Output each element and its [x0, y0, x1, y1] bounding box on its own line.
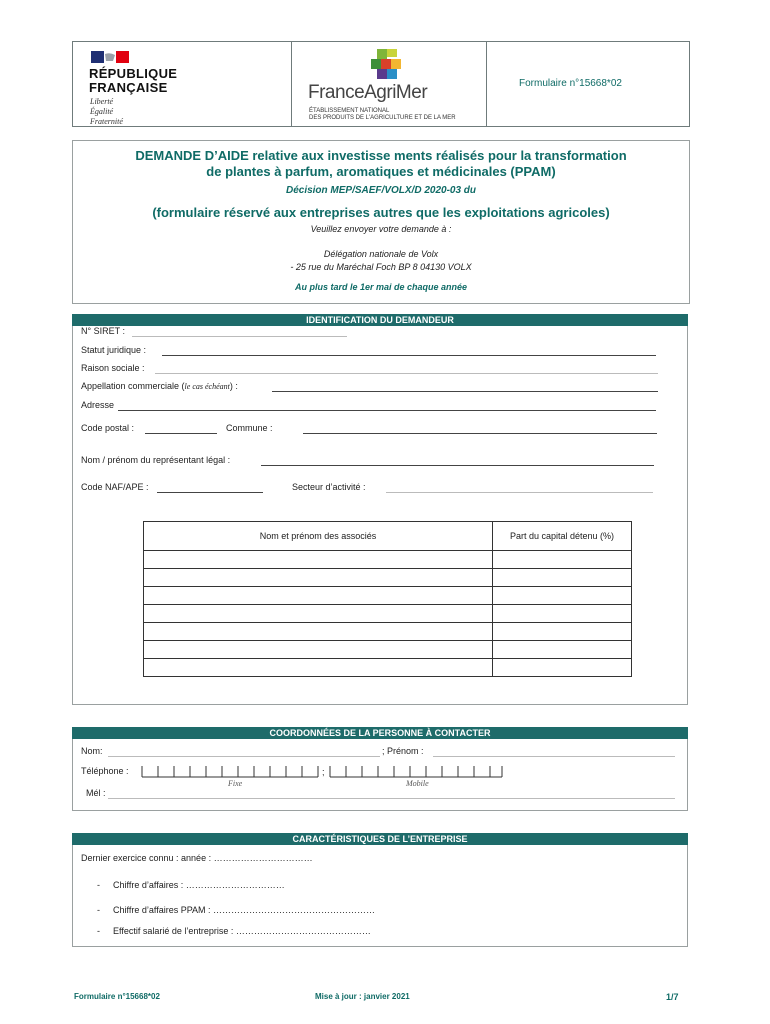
table-row: [144, 569, 632, 587]
franceagrimer-block: [291, 42, 487, 126]
associates-table: [143, 521, 632, 677]
chiffre-affaires-ppam-field[interactable]: Chiffre d’affaires PPAM : ………………………………………………: [113, 905, 376, 915]
commune-label: Commune :: [226, 423, 273, 433]
marianne-logo-icon: [91, 51, 129, 63]
page-number: 1/7: [666, 992, 679, 1002]
address-line-1: Délégation nationale de Volx: [323, 249, 439, 259]
representant-field[interactable]: [261, 465, 654, 466]
company-header: CARACTÉRISTIQUES DE L’ENTREPRISE: [72, 833, 688, 845]
code-postal-field[interactable]: [145, 433, 217, 434]
mobile-label: Mobile: [406, 779, 429, 788]
representant-label: Nom / prénom du représentant légal :: [81, 455, 231, 465]
table-cell[interactable]: [493, 659, 632, 677]
commune-field[interactable]: [303, 433, 657, 434]
capital-share-header: Part du capital détenu (%): [493, 522, 632, 551]
table-cell[interactable]: [493, 587, 632, 605]
appellation-label: Appellation commerciale (le cas échéant) :: [81, 381, 238, 391]
motto: Liberté Égalité Fraternité: [90, 97, 123, 126]
contact-nom-field[interactable]: [108, 756, 380, 757]
adresse-label: Adresse: [81, 400, 115, 410]
table-cell[interactable]: [493, 605, 632, 623]
table-cell[interactable]: [144, 569, 493, 587]
document-title: DEMANDE D’AIDE relative aux investisse ments réalisés pour la transformation de plantes à parfum, aromatiques et médicinales (PPAM): [135, 148, 627, 179]
header-band: [72, 41, 690, 127]
fixe-label: Fixe: [228, 779, 243, 788]
footer-update-date: Mise à jour : janvier 2021: [315, 992, 410, 1001]
effectif-field[interactable]: Effectif salarié de l’entreprise : ………………………………………: [113, 926, 371, 936]
table-cell[interactable]: [144, 605, 493, 623]
contact-prenom-field[interactable]: [433, 756, 675, 757]
telephone-label: Téléphone :: [81, 766, 129, 776]
contact-header: COORDONNÉES DE LA PERSONNE À CONTACTER: [72, 727, 688, 739]
mel-label: Mél :: [86, 788, 106, 798]
associates-name-header: Nom et prénom des associés: [144, 522, 493, 551]
table-header-row: [144, 522, 632, 551]
exercice-field[interactable]: Dernier exercice connu : année : ……………………………: [81, 853, 313, 863]
table-cell[interactable]: [144, 641, 493, 659]
naf-label: Code NAF/APE :: [81, 482, 149, 492]
table-row: [144, 641, 632, 659]
table-cell[interactable]: [144, 551, 493, 569]
raison-field[interactable]: [155, 373, 658, 374]
send-instruction: Veuillez envoyer votre demande à :: [310, 224, 452, 234]
table-row: [144, 623, 632, 641]
bullet: -: [97, 926, 100, 936]
table-cell[interactable]: [144, 623, 493, 641]
address-line-2: - 25 rue du Maréchal Foch BP 8 04130 VOLX: [290, 262, 472, 272]
title-box: [72, 140, 690, 304]
raison-label: Raison sociale :: [81, 363, 145, 373]
franceagrimer-logo-icon: [369, 47, 405, 83]
svg-text:;: ;: [322, 767, 325, 777]
naf-field[interactable]: [157, 492, 263, 493]
republique-francaise-label: RÉPUBLIQUE FRANÇAISE: [89, 66, 178, 95]
telephone-digit-boxes[interactable]: [140, 765, 506, 779]
table-row: [144, 659, 632, 677]
table-cell[interactable]: [493, 551, 632, 569]
statut-field[interactable]: [162, 355, 656, 356]
mel-field[interactable]: [108, 798, 675, 799]
bullet: -: [97, 905, 100, 915]
deadline: Au plus tard le 1er mai de chaque année: [294, 282, 468, 292]
table-cell[interactable]: [493, 623, 632, 641]
table-cell[interactable]: [144, 659, 493, 677]
document-subtitle: (formulaire réservé aux entreprises autres que les exploitations agricoles): [152, 205, 610, 220]
table-row: [144, 587, 632, 605]
code-postal-label: Code postal :: [81, 423, 135, 433]
bullet: -: [97, 880, 100, 890]
siret-field[interactable]: [132, 336, 347, 337]
secteur-field[interactable]: [386, 492, 653, 493]
table-row: [144, 605, 632, 623]
adresse-field[interactable]: [118, 410, 656, 411]
statut-label: Statut juridique :: [81, 345, 147, 355]
footer-form-number: Formulaire n°15668*02: [74, 992, 160, 1001]
chiffre-affaires-field[interactable]: Chiffre d’affaires : ……………………………: [113, 880, 285, 890]
table-cell[interactable]: [493, 569, 632, 587]
table-row: [144, 551, 632, 569]
decision-reference: Décision MEP/SAEF/VOLX/D 2020-03 du: [285, 185, 477, 196]
franceagrimer-subtitle: ÉTABLISSEMENT NATIONAL DES PRODUITS DE L'AGRICULTURE ET DE LA MER: [309, 108, 456, 121]
republique-block: [73, 42, 292, 126]
table-cell[interactable]: [493, 641, 632, 659]
form-number: Formulaire n°15668*02: [519, 78, 622, 89]
contact-prenom-label: ; Prénom :: [382, 746, 424, 756]
table-cell[interactable]: [144, 587, 493, 605]
contact-nom-label: Nom:: [81, 746, 103, 756]
identification-header: IDENTIFICATION DU DEMANDEUR: [72, 314, 688, 326]
secteur-label: Secteur d’activité :: [292, 482, 366, 492]
siret-label: N° SIRET :: [81, 326, 125, 336]
franceagrimer-name: FranceAgriMer: [308, 82, 428, 103]
appellation-field[interactable]: [272, 391, 658, 392]
